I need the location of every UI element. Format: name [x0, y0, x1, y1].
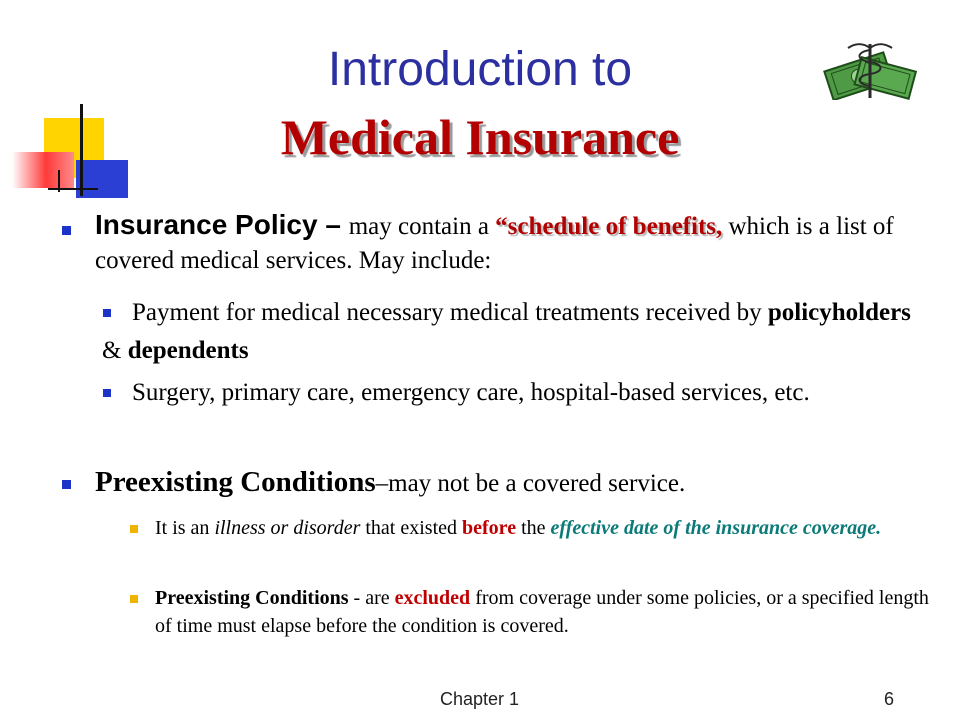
bold-term: Preexisting Conditions [155, 587, 349, 609]
slide-page-number: 6 [884, 689, 895, 709]
bullet-lead: Preexisting Conditions [95, 466, 376, 498]
red-emphasis: before [462, 517, 517, 539]
bold-term: policyholders [767, 299, 911, 326]
sub-bullet-text: & [102, 337, 128, 364]
sub-bullet-text: Payment for medical necessary medical treatments received by [132, 299, 768, 326]
bullet-lead: Insurance Policy [95, 209, 318, 240]
bullet-text: –may not be a covered service. [375, 470, 686, 497]
sub-bullet-text: the [516, 517, 551, 539]
decorative-line [48, 188, 98, 190]
square-bullet-icon [62, 480, 71, 489]
sub-bullet-payment [102, 294, 922, 370]
sub-bullet-text: It is an [155, 517, 215, 539]
slide-title-line2: Medical Insurance [280, 109, 680, 165]
square-bullet-icon [130, 595, 138, 603]
footer-chapter-label: Chapter 1 [440, 689, 520, 709]
schedule-of-benefits-highlight: “schedule of benefits, [495, 213, 723, 240]
sub-bullet-text: that existed [360, 517, 463, 539]
money-caduceus-icon [818, 40, 918, 100]
slide-title-line1: Introduction to [327, 43, 633, 96]
red-emphasis: excluded [394, 587, 471, 609]
sub-bullet-illness-definition [155, 514, 925, 542]
sub-bullet-services [102, 374, 922, 412]
teal-emphasis: effective date of the insurance coverage. [550, 517, 882, 539]
square-bullet-icon [130, 525, 138, 533]
bullet-text: which is a list of covered medical services. May include: [95, 213, 894, 274]
bold-term: dependents [127, 337, 249, 364]
sub-bullet-exclusion [155, 584, 935, 640]
bullet-text: may contain a [348, 213, 496, 240]
sub-bullet-text: - are [348, 587, 395, 609]
bullet-preexisting-conditions [95, 464, 935, 502]
square-bullet-icon [62, 226, 71, 235]
sub-bullet-text: Surgery, primary care, emergency care, hospital-based services, etc. [132, 379, 810, 406]
sub-bullet-text: from coverage under some policies, or a specified length of time must elapse before the condition is covered. [155, 587, 929, 637]
italic-term: illness or disorder [214, 517, 361, 539]
bullet-insurance-policy [95, 208, 935, 278]
bullet-dash: – [317, 209, 349, 240]
